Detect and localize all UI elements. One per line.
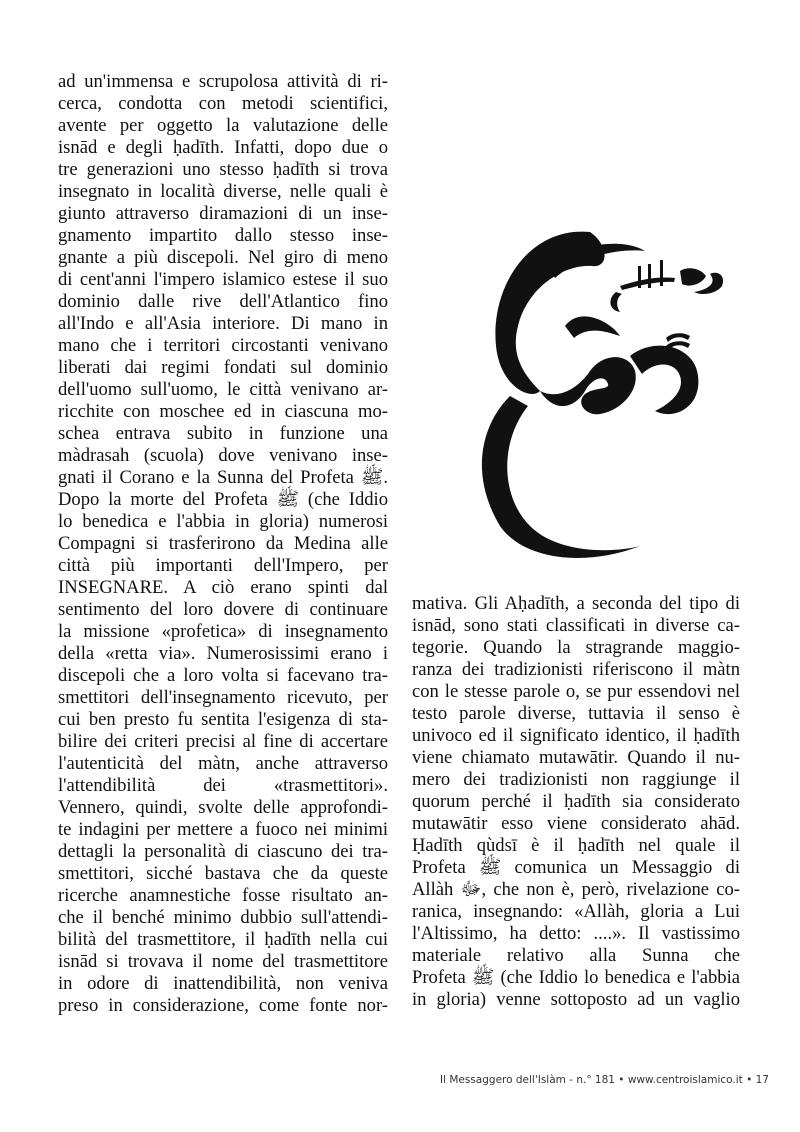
text-line: te indagini per mettere a fuoco nei minimi <box>58 819 388 840</box>
text-line: gnamento impartito dallo stesso inse- <box>58 225 388 246</box>
text-line: la missione «profetica» di insegnamento <box>58 621 388 642</box>
text-line: l'autenticità del màtn, anche attraverso <box>58 753 388 774</box>
text-line: smettitori, sicché bastava che da queste <box>58 863 388 884</box>
text-line: ad un'immensa e scrupolosa attività di ri- <box>58 71 388 92</box>
text-line: univoco ed il significato identico, il ḥadīth <box>412 725 740 746</box>
text-line: tegorie. Quando la stragrande maggio- <box>412 637 740 658</box>
calligraphy-loop-stroke <box>630 346 698 414</box>
text-line: preso in considerazione, come fonte nor- <box>58 995 388 1016</box>
text-line: Profeta ﷺ comunica un Messaggio di <box>412 857 741 878</box>
text-line: insegnato in località diverse, nelle quali è <box>58 181 388 202</box>
text-line: gnante a più discepoli. Nel giro di meno <box>58 247 388 268</box>
text-line: Dopo la morte del Profeta ﷺ (che Iddio <box>58 489 388 510</box>
text-line: Compagni si trasferirono da Medina alle <box>58 533 388 554</box>
text-line: bilità del trasmettitore, il ḥadīth nella cui <box>58 929 388 950</box>
text-line: all'Indo e all'Asia interiore. Di mano in <box>58 313 388 334</box>
text-line: màdrasah (scuola) dove venivano inse- <box>58 445 388 466</box>
text-line: l'attendibilità dei «trasmettitori». <box>58 775 388 796</box>
text-line: giunto attraverso diramazioni di un inse- <box>58 203 388 224</box>
text-line: isnād si trovava il nome del trasmettitore <box>58 951 388 972</box>
text-line: mativa. Gli Aḥadīth, a seconda del tipo di <box>412 593 740 614</box>
text-line: ranica, insegnando: «Allàh, gloria a Lui <box>412 901 740 922</box>
text-line: cerca, condotta con metodi scientifici, <box>58 93 388 114</box>
text-line: liberati dai regimi fondati sul dominio <box>58 357 388 378</box>
text-line: l'Altissimo, ha detto: ....». Il vastissimo <box>412 923 740 944</box>
text-line: viene chiamato mutawātir. Quando il nu- <box>412 747 740 768</box>
calligraphy-muhammad-rasul-allah <box>470 226 730 562</box>
text-line: bilire dei criteri precisi al fine di accertare <box>58 731 388 752</box>
text-line: in gloria) venne sottoposto ad un vaglio <box>412 989 740 1010</box>
text-line: Vennero, quindi, svolte delle approfondi- <box>58 797 388 818</box>
text-line: con le stesse parole o, se pur essendovi nel <box>412 681 740 702</box>
text-line: di cent'anni l'impero islamico estese il suo <box>58 269 388 290</box>
text-line: schea entrava subito in funzione una <box>58 423 388 444</box>
text-line: ricchite con moschee ed in ciascuna mo- <box>58 401 388 422</box>
text-line: tre generazioni uno stesso ḥadīth si trova <box>58 159 388 180</box>
text-line: ricerche anamnestiche fosse risultato an- <box>58 885 388 906</box>
calligraphy-tail-stroke <box>482 396 640 558</box>
text-line: cui ben presto fu sentita l'esigenza di sta- <box>58 709 388 730</box>
text-line: mero dei tradizionisti non raggiunge il <box>412 769 740 790</box>
text-line: della «retta via». Numerosissimi erano i <box>58 643 388 664</box>
text-line: ranza dei tradizionisti riferiscono il màtn <box>412 659 740 680</box>
text-line: materiale relativo alla Sunna che <box>412 945 740 966</box>
text-line: lo benedica e l'abbia in gloria) numerosi <box>58 511 388 532</box>
text-line: Profeta ﷺ (che Iddio lo benedica e l'abbia <box>412 967 740 988</box>
page-footer: Il Messaggero dell'Islàm - n.° 181 • www.centroislamico.it • 17 <box>440 1074 769 1086</box>
text-line: Allàh ﷻ, che non è, però, rivelazione co- <box>412 879 740 900</box>
text-line: isnād e degli ḥadīth. Infatti, dopo due o <box>58 137 388 158</box>
text-line: discepoli che a loro volta si facevano tra- <box>58 665 388 686</box>
text-line: gnati il Corano e la Sunna del Profeta ﷺ. <box>58 467 388 488</box>
text-line: Ḥadīth qùdsī è il ḥadīth nel quale il <box>412 835 740 856</box>
text-line: in odore di inattendibilità, non veniva <box>58 973 388 994</box>
article-left-column <box>58 71 388 1017</box>
text-line: dell'uomo sull'uomo, le città venivano ar- <box>58 379 388 400</box>
text-line: che il benché minimo dubbio sull'attendi- <box>58 907 388 928</box>
text-line: avente per oggetto la valutazione delle <box>58 115 388 136</box>
text-line: mutawātir esso viene considerato ahād. <box>412 813 740 834</box>
text-line: città più importanti dell'Impero, per <box>58 555 388 576</box>
calligraphy-body-stroke <box>540 357 636 414</box>
text-line: smettitori dell'insegnamento ricevuto, per <box>58 687 388 708</box>
text-line: isnād, sono stati classificati in diverse ca- <box>412 615 740 636</box>
text-line: mano che i territori circostanti venivano <box>58 335 388 356</box>
text-line: testo parole diverse, tuttavia il senso è <box>412 703 740 724</box>
calligraphy-small-script <box>610 260 723 350</box>
article-right-column <box>412 593 740 1011</box>
calligraphy-upper-stroke <box>565 316 620 338</box>
text-line: dettagli la personalità di ciascuno dei tra- <box>58 841 388 862</box>
text-line: dominio dalle rive dell'Atlantico fino <box>58 291 388 312</box>
text-line: sentimento del loro dovere di continuare <box>58 599 388 620</box>
text-line: quorum perché il ḥadīth sia considerato <box>412 791 740 812</box>
text-line: INSEGNARE. A ciò erano spinti dal <box>58 577 388 598</box>
